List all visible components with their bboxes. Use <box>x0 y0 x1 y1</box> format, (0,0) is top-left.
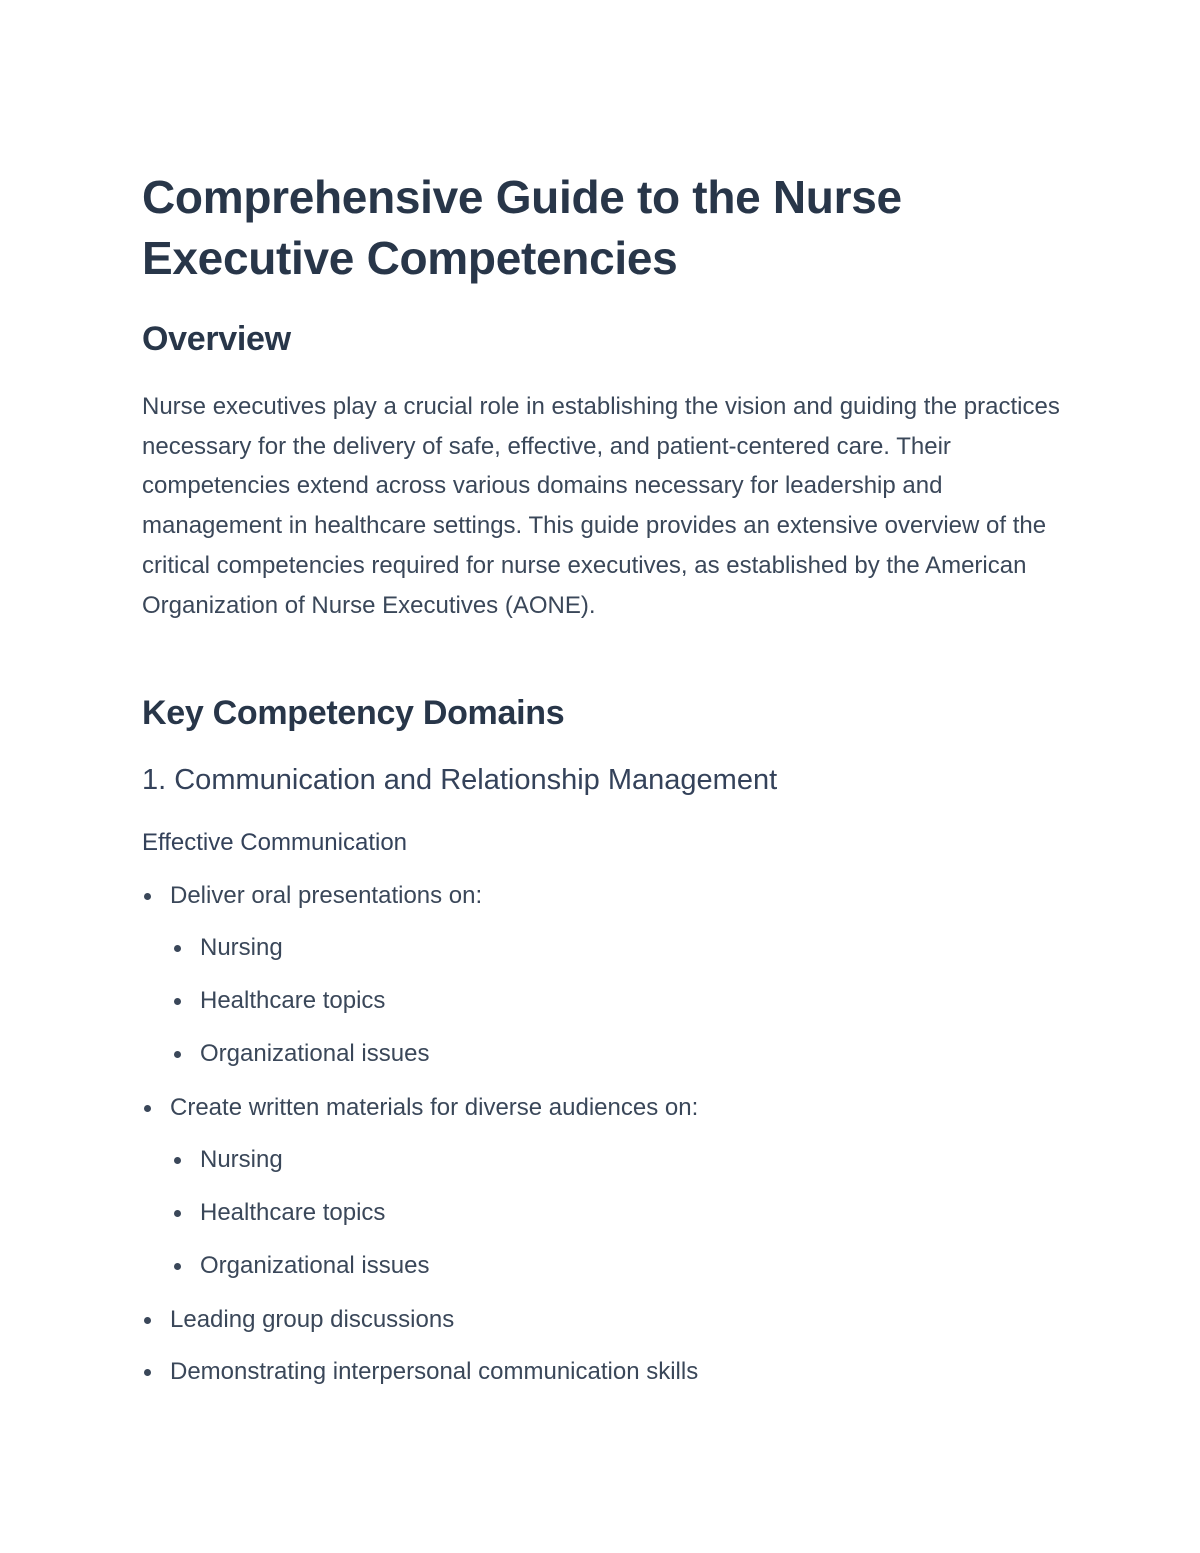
list-item <box>200 985 385 1017</box>
list-item-text: Nursing <box>200 1146 283 1173</box>
list-item-text: Healthcare topics <box>200 1199 386 1226</box>
bullet-icon <box>144 1105 151 1112</box>
bullet-icon <box>174 945 181 952</box>
list-item-text: Healthcare topics <box>200 987 386 1014</box>
list-item <box>200 932 283 964</box>
list-item-text: Leading group discussions <box>170 1306 455 1333</box>
list-item-text: Create written materials for diverse audiences on: <box>170 1094 699 1121</box>
list-item <box>200 1038 429 1070</box>
bullet-icon <box>144 893 151 900</box>
key-competency-domains-heading: Key Competency Domains <box>142 694 565 732</box>
bullet-icon <box>174 1051 181 1058</box>
bullet-icon <box>174 1263 181 1270</box>
list-item-text: Nursing <box>200 934 283 961</box>
list-item <box>170 1356 698 1388</box>
list-item-text: Organizational issues <box>200 1040 430 1067</box>
list-item-text: Deliver oral presentations on: <box>170 882 483 909</box>
overview-heading: Overview <box>142 320 291 358</box>
overview-paragraph: Nurse executives play a crucial role in establishing the vision and guiding the practices necessary for the delivery of safe, effective, and patient-centered care. Their competencies extend across various domains necessary for leadership and management in healthcare settings. This guide provides an extensive overview of the critical competencies required for nurse executives, as established by the American Organization of Nurse Executives (AONE). <box>142 393 1060 619</box>
list-item <box>170 1304 454 1336</box>
effective-communication-heading: Effective Communication <box>142 829 408 856</box>
bullet-icon <box>144 1369 151 1376</box>
bullet-icon <box>174 1210 181 1217</box>
list-item <box>170 1092 698 1124</box>
list-item-text: Demonstrating interpersonal communication skills <box>170 1358 699 1385</box>
list-item <box>200 1144 283 1176</box>
list-item <box>170 880 482 912</box>
bullet-icon <box>144 1317 151 1324</box>
list-item <box>200 1250 429 1282</box>
bullet-icon <box>174 998 181 1005</box>
competency-bullet-list <box>142 0 1072 1553</box>
list-item-text: Organizational issues <box>200 1252 430 1279</box>
bullet-icon <box>174 1157 181 1164</box>
list-item <box>200 1197 385 1229</box>
section-1-heading: 1. Communication and Relationship Management <box>142 764 778 796</box>
document-title: Comprehensive Guide to the Nurse Executive Competencies <box>142 171 902 284</box>
